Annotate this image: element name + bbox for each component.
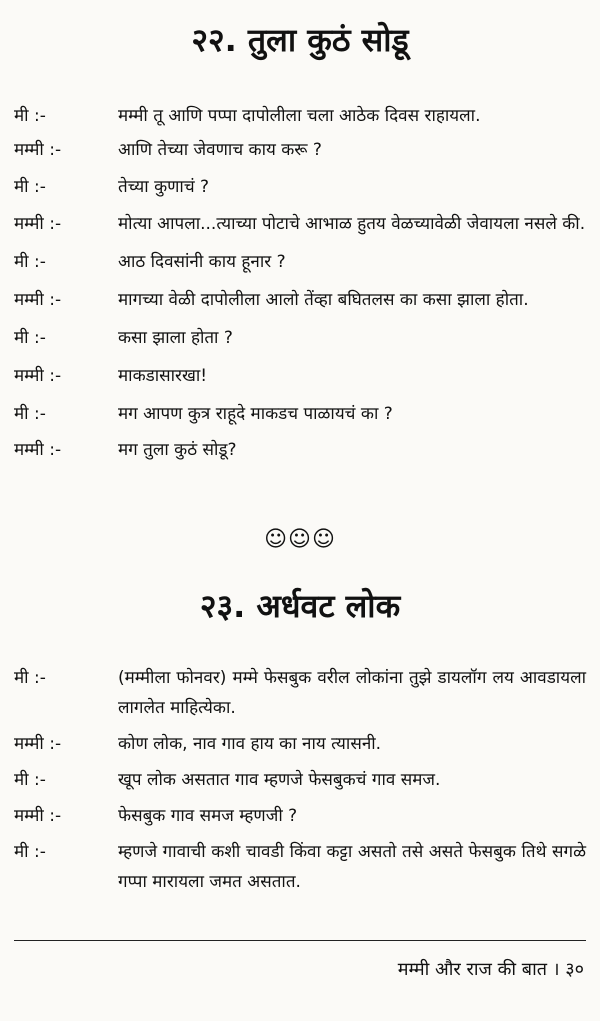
dialog-text: मोत्या आपला...त्याच्या पोटाचे आभाळ हुतय वेळच्यावेळी जेवायला नसले की.	[118, 214, 586, 234]
chapter-22-title: २२. तुला कुठं सोडू	[191, 21, 409, 59]
speaker-label: मी :-	[14, 770, 46, 790]
dialog-line	[14, 101, 586, 131]
dialog-text: कसा झाला होता ?	[118, 328, 233, 348]
page-footer: मम्मी और राज की बात । ३०	[397, 959, 584, 980]
dialog-line	[14, 729, 586, 759]
dialog-line	[14, 209, 586, 239]
dialog-line	[14, 399, 586, 429]
dialog-line	[14, 361, 586, 391]
dialog-text: फेसबुक गाव समज म्हणजी ?	[118, 806, 298, 826]
speaker-label: मम्मी :-	[14, 440, 62, 460]
dialog-line	[14, 837, 586, 897]
dialog-line	[14, 323, 586, 353]
speaker-label: मी :-	[14, 842, 46, 862]
dialog-line	[14, 765, 586, 795]
dialog-line	[14, 801, 586, 831]
dialog-line	[14, 435, 586, 465]
dialog-text: कोण लोक, नाव गाव हाय का नाय त्यासनी.	[118, 734, 382, 754]
chapter-23-dialog	[14, 663, 586, 897]
dialog-text: आठ दिवसांनी काय हूनार ?	[118, 252, 286, 272]
smiley-separator: ☺☺☺	[264, 527, 336, 552]
speaker-label: मम्मी :-	[14, 214, 62, 234]
chapter-23-title: २३. अर्धवट लोक	[199, 587, 401, 625]
dialog-text: मग आपण कुत्र राहूदे माकडच पाळायचं का ?	[118, 404, 393, 424]
dialog-line	[14, 663, 586, 723]
dialog-line	[14, 285, 586, 315]
dialog-text: (मम्मीला फोनवर) मम्मे फेसबुक वरील लोकांना तुझे डायलॉग लय आवडायला लागलेत माहित्येका.	[118, 668, 586, 718]
dialog-line	[14, 172, 586, 202]
dialog-text: माकडासारखा!	[118, 366, 208, 386]
dialog-text: तेच्या कुणाचं ?	[118, 177, 210, 197]
dialog-text: मग तुला कुठं सोडू?	[118, 440, 237, 460]
speaker-label: मम्मी :-	[14, 806, 62, 826]
dialog-text: आणि तेच्या जेवणाच काय करू ?	[118, 140, 322, 160]
speaker-label: मी :-	[14, 177, 46, 197]
dialog-line	[14, 247, 586, 277]
speaker-label: मम्मी :-	[14, 290, 62, 310]
chapter-22-dialog	[14, 101, 586, 465]
dialog-text: मागच्या वेळी दापोलीला आलो तेंव्हा बघितलस का कसा झाला होता.	[118, 290, 529, 310]
speaker-label: मी :-	[14, 404, 46, 424]
speaker-label: मम्मी :-	[14, 140, 62, 160]
speaker-label: मी :-	[14, 328, 46, 348]
dialog-text: म्हणजे गावाची कशी चावडी किंवा कट्टा असतो तसे असते फेसबुक तिथे सगळे गप्पा मारायला जमत असतात.	[118, 842, 586, 892]
speaker-label: मम्मी :-	[14, 366, 62, 386]
dialog-text: खूप लोक असतात गाव म्हणजे फेसबुकचं गाव समज.	[118, 770, 441, 790]
footer-divider	[14, 940, 586, 941]
dialog-text: मम्मी तू आणि पप्पा दापोलीला चला आठेक दिवस राहायला.	[118, 106, 481, 126]
dialog-line	[14, 135, 586, 165]
speaker-label: मी :-	[14, 668, 46, 688]
speaker-label: मम्मी :-	[14, 734, 62, 754]
speaker-label: मी :-	[14, 106, 46, 126]
speaker-label: मी :-	[14, 252, 46, 272]
